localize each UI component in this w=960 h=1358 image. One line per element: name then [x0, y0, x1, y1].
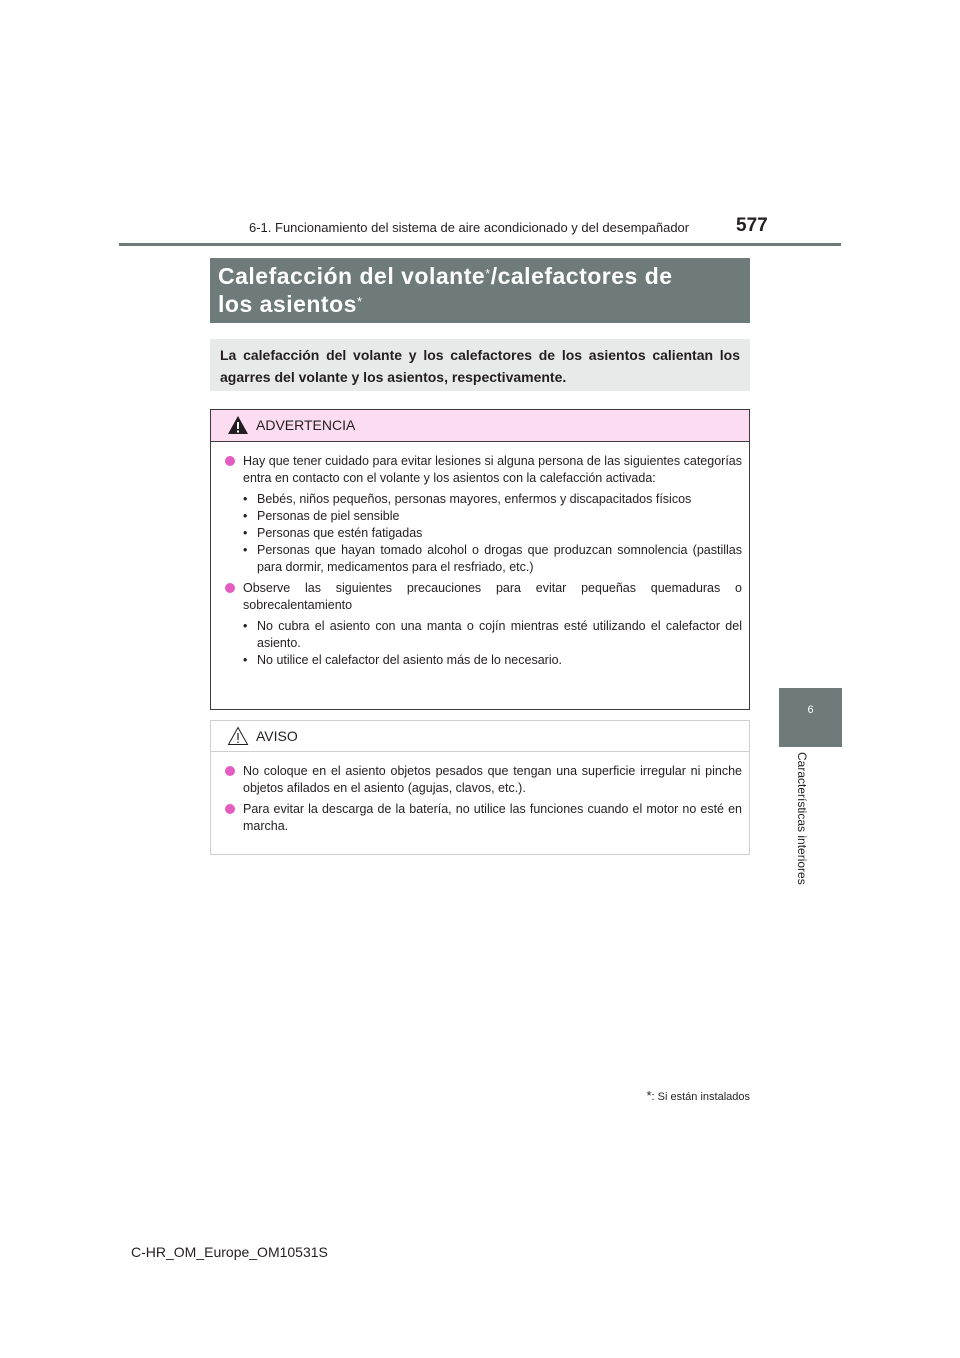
title-asterisk-1: * — [485, 266, 491, 281]
bullet-dot-icon — [225, 583, 235, 593]
small-bullet-icon: • — [243, 492, 248, 506]
section-header: 6-1. Funcionamiento del sistema de aire acondicionado y del desempañador — [249, 220, 690, 235]
small-bullet-icon: • — [243, 619, 248, 633]
chapter-tab — [779, 688, 842, 747]
notice-item — [225, 801, 742, 835]
notice-item — [225, 763, 742, 797]
footnote — [630, 1088, 750, 1103]
notice-box — [210, 720, 750, 855]
chapter-number: 6 — [807, 704, 814, 716]
title-part-2: /calefactores de — [490, 263, 673, 289]
small-bullet-icon: • — [243, 509, 248, 523]
warning-item-text: Hay que tener cuidado para evitar lesiones si alguna persona de las siguientes categorías entra en contacto con el volante y los asientos con la calefacción activada: — [243, 454, 742, 485]
chapter-label-container — [793, 752, 809, 902]
document-code: C-HR_OM_Europe_OM10531S — [131, 1244, 328, 1260]
bullet-dot-icon — [225, 456, 235, 466]
warning-sub-text: Personas de piel sensible — [257, 509, 400, 523]
warning-sub-item — [243, 508, 742, 525]
warning-sub-item — [243, 542, 742, 576]
warning-sub-text: Personas que hayan tomado alcohol o drogas que produzcan somnolencia (pastillas para dormir, medicamentos para el resfriado, etc.) — [257, 543, 742, 574]
asterisk-icon: * — [646, 1088, 652, 1103]
notice-item-text: Para evitar la descarga de la batería, no utilice las funciones cuando el motor no esté en marcha. — [243, 802, 742, 833]
warning-item-text: Observe las siguientes precauciones para evitar pequeñas quemaduras o sobrecalentamiento — [243, 581, 742, 612]
warning-header — [211, 410, 749, 442]
title-part-3: los asientos — [218, 291, 357, 317]
page-title — [210, 258, 750, 323]
warning-item — [225, 580, 742, 614]
warning-item — [225, 453, 742, 487]
header-rule — [119, 243, 841, 246]
warning-sub-list — [243, 491, 742, 576]
warning-sub-item — [243, 525, 742, 542]
warning-sub-text: Personas que estén fatigadas — [257, 526, 423, 540]
notice-header — [211, 721, 749, 752]
bullet-dot-icon — [225, 804, 235, 814]
intro-summary: La calefacción del volante y los calefactores de los asientos calientan los agarres del volante y los asientos, respectivamente. — [210, 339, 750, 391]
warning-sub-item — [243, 618, 742, 652]
chapter-label: Características interiores — [795, 752, 809, 885]
title-line-1 — [218, 262, 742, 290]
warning-triangle-icon — [227, 415, 249, 435]
title-asterisk-2: * — [356, 294, 363, 309]
warning-sub-text: Bebés, niños pequeños, personas mayores, enfermos y discapacitados físicos — [257, 492, 692, 506]
warning-sub-list — [243, 618, 742, 669]
title-part-1: Calefacción del volante — [218, 263, 486, 289]
warning-triangle-outline-icon — [227, 726, 249, 746]
warning-sub-text: No utilice el calefactor del asiento más de lo necesario. — [257, 653, 563, 667]
warning-sub-text: No cubra el asiento con una manta o cojín mientras esté utilizando el calefactor del asiento. — [257, 619, 742, 650]
warning-sub-item — [243, 652, 742, 669]
warning-sub-item — [243, 491, 742, 508]
small-bullet-icon: • — [243, 543, 248, 557]
page-number: 577 — [736, 215, 768, 236]
warning-box — [210, 409, 750, 710]
notice-item-text: No coloque en el asiento objetos pesados que tengan una superficie irregular ni pinche objetos afilados en el asiento (agujas, clavos, etc.). — [243, 764, 742, 795]
warning-title: ADVERTENCIA — [256, 417, 356, 433]
title-line-2 — [218, 290, 742, 318]
small-bullet-icon: • — [243, 653, 248, 667]
notice-body — [211, 752, 749, 835]
footnote-text: : Si están instalados — [651, 1091, 750, 1103]
notice-title: AVISO — [256, 728, 298, 744]
bullet-dot-icon — [225, 766, 235, 776]
small-bullet-icon: • — [243, 526, 248, 540]
warning-body — [211, 442, 749, 669]
